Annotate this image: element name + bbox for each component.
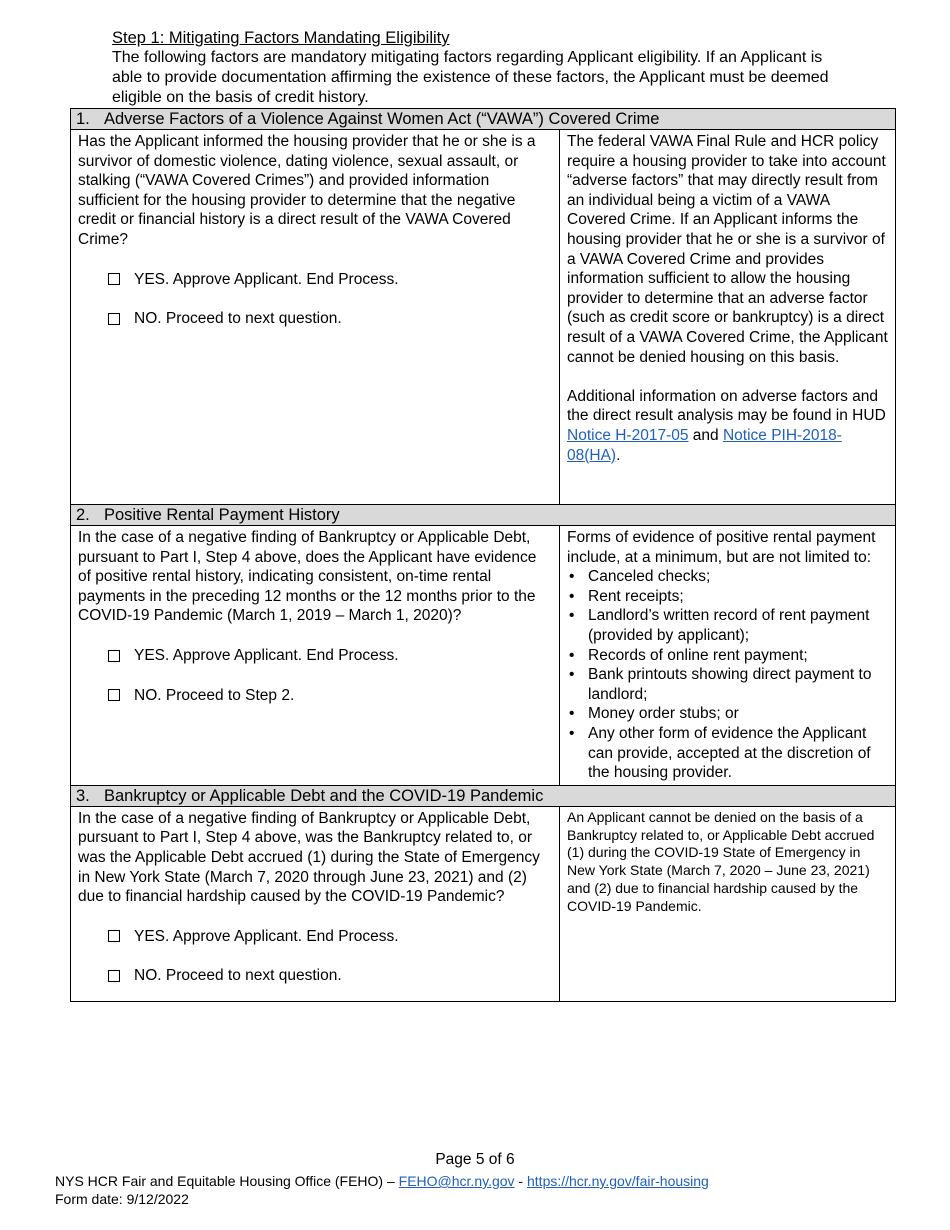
no-option[interactable] <box>108 309 553 329</box>
section-question: Has the Applicant informed the housing provider that he or she is a survivor of domestic violence, dating violence, sexual assault, or stalking (“VAWA Covered Crimes”) and provided information sufficient for the housing provider to determine that the negative credit or financial history is a direct result of the VAWA Covered Crime? <box>78 133 536 248</box>
yes-option[interactable] <box>108 927 553 947</box>
eligibility-table <box>70 108 896 1002</box>
feho-email-link[interactable]: FEHO@hcr.ny.gov <box>398 1173 515 1189</box>
section-3-header-row <box>71 785 896 806</box>
form-date: Form date: 9/12/2022 <box>55 1191 189 1207</box>
checkbox-icon[interactable] <box>108 273 120 285</box>
checkbox-icon[interactable] <box>108 313 120 325</box>
step-intro-block <box>112 28 832 108</box>
section-1-guidance-cell <box>560 130 896 505</box>
page-number: Page 5 of 6 <box>435 1151 515 1168</box>
section-2-question-cell <box>71 526 560 786</box>
list-item: • Money order stubs; or <box>588 704 889 724</box>
list-item: • Rent receipts; <box>588 587 889 607</box>
section-2-guidance-cell <box>560 526 896 786</box>
section-title: Bankruptcy or Applicable Debt and the COVID-19 Pandemic <box>104 786 544 805</box>
yes-option-label: YES. Approve Applicant. End Process. <box>134 646 399 664</box>
checkbox-icon[interactable] <box>108 650 120 662</box>
guidance-paragraph-links: Additional information on adverse factors and the direct result analysis may be found in HUD Notice H-2017-05 and Notice PIH-2018-08(HA). <box>567 387 886 464</box>
section-2-header-row <box>71 505 896 526</box>
list-item: • Canceled checks; <box>588 567 889 587</box>
fair-housing-url-link[interactable]: https://hcr.ny.gov/fair-housing <box>527 1173 709 1189</box>
section-title: Adverse Factors of a Violence Against Women Act (“VAWA”) Covered Crime <box>104 110 660 128</box>
list-item: • Records of online rent payment; <box>588 646 889 666</box>
no-option-label: NO. Proceed to next question. <box>134 310 342 328</box>
yes-option[interactable] <box>108 270 553 290</box>
notice-pih-2018-08-link[interactable]: Notice PIH-2018-08(HA) <box>567 426 842 464</box>
section-title: Positive Rental Payment History <box>104 506 340 524</box>
section-2-row <box>71 526 896 786</box>
evidence-list <box>567 567 889 783</box>
list-item: • Landlord’s written record of rent payment (provided by applicant); <box>588 606 889 645</box>
no-option[interactable] <box>108 966 553 986</box>
yes-option-label: YES. Approve Applicant. End Process. <box>134 270 399 288</box>
step-title: Step 1: Mitigating Factors Mandating Eligibility <box>112 29 450 47</box>
section-3-row <box>71 806 896 1001</box>
yes-option-label: YES. Approve Applicant. End Process. <box>134 927 399 945</box>
section-question: In the case of a negative finding of Bankruptcy or Applicable Debt, pursuant to Part I, Step 4 above, does the Applicant have evidence of positive rental history, indicating consistent, on-time rental payments in the preceding 12 months or the 12 months prior to the COVID-19 Pandemic (March 1, 2019 – March 1, 2020)? <box>78 529 537 625</box>
section-1-header-row <box>71 109 896 130</box>
footer-office-line: NYS HCR Fair and Equitable Housing Office (FEHO) – FEHO@hcr.ny.gov - https://hcr.ny.gov/fair-housing <box>55 1173 709 1189</box>
guidance-paragraph: The federal VAWA Final Rule and HCR policy require a housing provider to take into account “adverse factors” that may directly result from an individual being a victim of a VAWA Covered Crime. If an Applicant informs the housing provider that he or she is a survivor of a VAWA Covered Crime and provides information sufficient to allow the housing provider to determine that an adverse factor (such as credit score or bankruptcy) is a direct result of a VAWA Covered Crime, the Applicant cannot be denied housing on this basis. <box>567 133 888 366</box>
no-option-label: NO. Proceed to next question. <box>134 967 342 985</box>
no-option-label: NO. Proceed to Step 2. <box>134 686 295 704</box>
checkbox-icon[interactable] <box>108 970 120 982</box>
list-item: • Bank printouts showing direct payment to landlord; <box>588 665 889 704</box>
section-2-header <box>71 505 896 526</box>
section-1-header <box>71 109 896 130</box>
step-intro: The following factors are mandatory mitigating factors regarding Applicant eligibility. If an Applicant is able to provide documentation affirming the existence of these factors, the Applicant must be deemed eligible on the basis of credit history. <box>112 49 829 106</box>
section-1-question-cell <box>71 130 560 505</box>
section-number: 1. <box>76 110 90 128</box>
checkbox-icon[interactable] <box>108 930 120 942</box>
notice-h-2017-05-link[interactable]: Notice H-2017-05 <box>567 426 689 444</box>
no-option[interactable] <box>108 686 553 706</box>
list-item: • Any other form of evidence the Applicant can provide, accepted at the discretion of the housing provider. <box>588 724 889 783</box>
section-3-header <box>71 785 896 806</box>
section-question: In the case of a negative finding of Bankruptcy or Applicable Debt, pursuant to Part I, Step 4 above, was the Bankruptcy related to, or was the Applicable Debt accrued (1) during the State of Emergency in New York State (March 7, 2020 through June 23, 2021) and (2) due to financial hardship caused by the COVID-19 Pandemic? <box>78 809 540 906</box>
section-3-guidance-cell <box>560 806 896 1001</box>
guidance-paragraph: An Applicant cannot be denied on the basis of a Bankruptcy related to, or Applicable Debt accrued (1) during the COVID-19 State of Emergency in New York State (March 7, 2020 – June 23, 2021) and (2) due to financial hardship caused by the COVID-19 Pandemic. <box>567 808 875 914</box>
yes-option[interactable] <box>108 646 553 666</box>
section-1-row <box>71 130 896 505</box>
footer-info <box>55 1172 709 1208</box>
section-number: 3. <box>76 786 90 805</box>
section-3-question-cell <box>71 806 560 1001</box>
checkbox-icon[interactable] <box>108 689 120 701</box>
section-number: 2. <box>76 506 90 524</box>
guidance-intro: Forms of evidence of positive rental payment include, at a minimum, but are not limited to: <box>567 529 876 566</box>
